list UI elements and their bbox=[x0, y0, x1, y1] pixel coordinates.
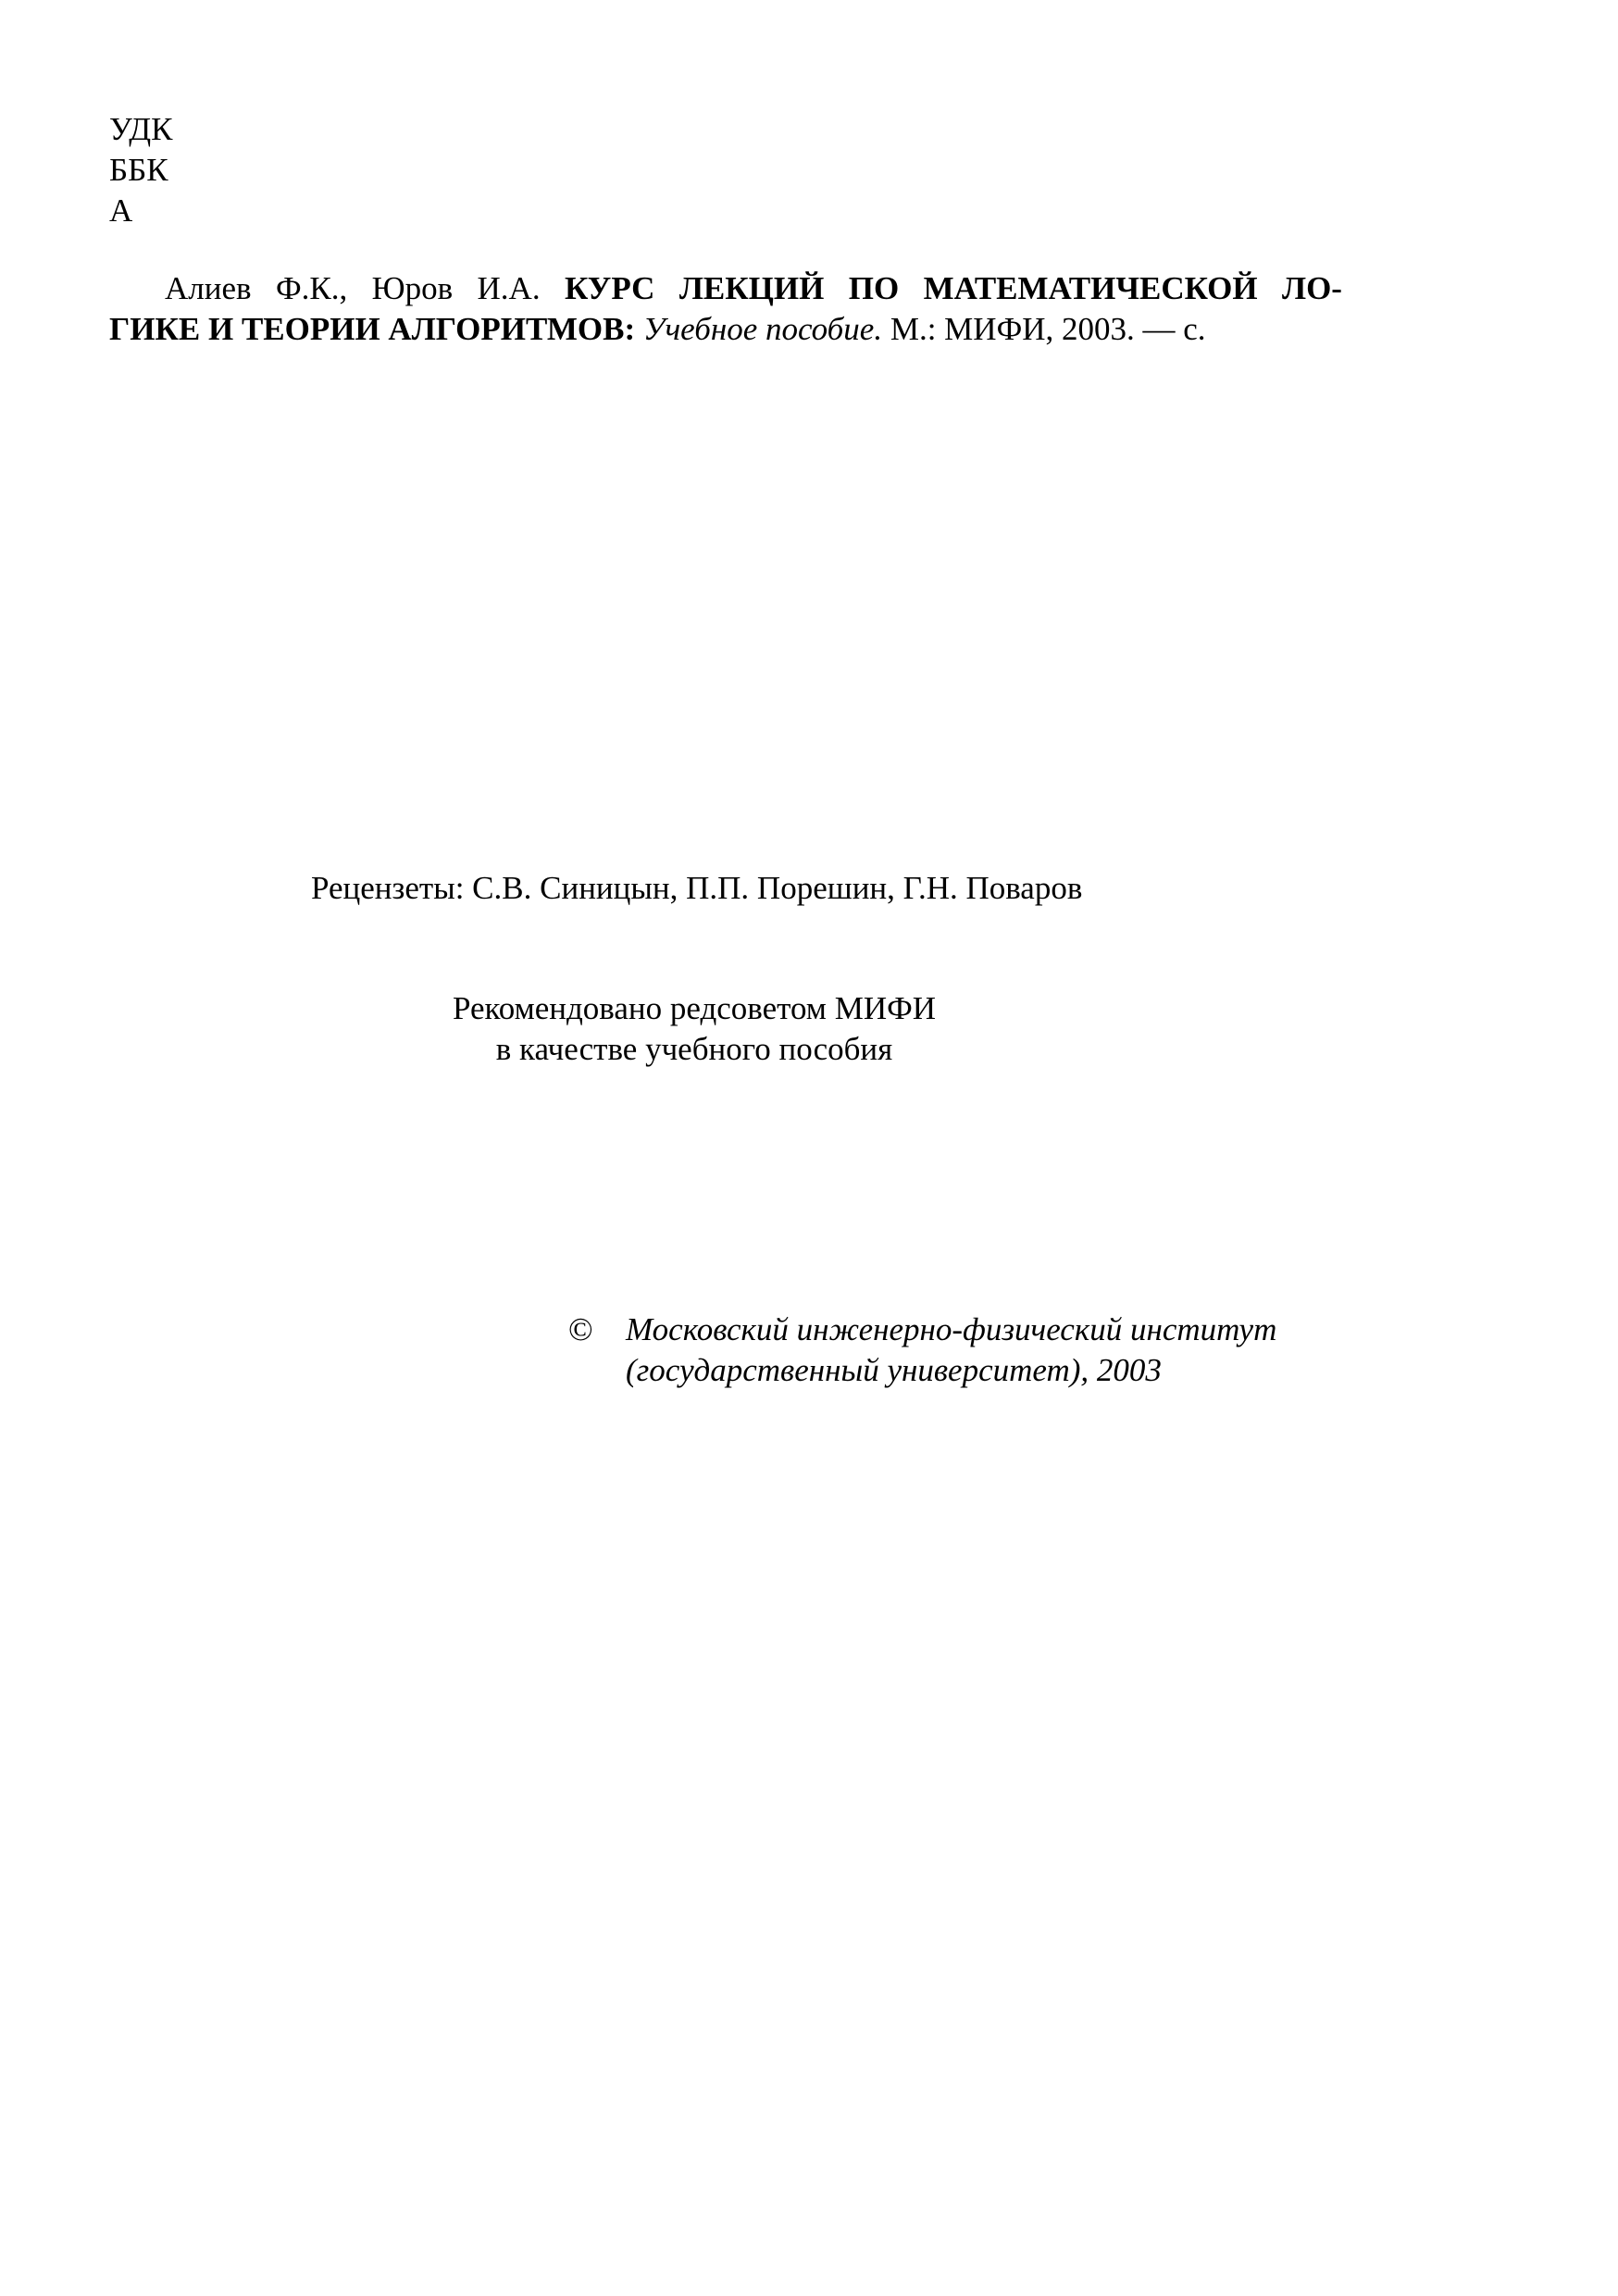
classification-block bbox=[109, 109, 172, 231]
copyright-icon: © bbox=[568, 1311, 593, 1347]
book-title-continuation: ГИКЕ И ТЕОРИИ АЛГОРИТМОВ: bbox=[109, 311, 636, 347]
author-initials-2: И.А. bbox=[477, 270, 541, 306]
copyright-line-1: Московский инженерно-физический институт bbox=[626, 1311, 1277, 1347]
bibliographic-line-1 bbox=[109, 268, 1342, 309]
book-title-word: КУРС bbox=[564, 270, 655, 306]
copyright-line-2: (государственный университет), 2003 bbox=[626, 1352, 1162, 1388]
bbk-label: ББК bbox=[109, 152, 168, 188]
author-surname-1: Алиев bbox=[165, 270, 252, 306]
imprint: М.: МИФИ, 2003. — с. bbox=[890, 311, 1206, 347]
reviewers-line: Рецензеты: С.В. Синицын, П.П. Порешин, Г.Н. Поваров bbox=[311, 870, 1083, 906]
recommendation-line-2: в качестве учебного пособия bbox=[495, 1031, 893, 1067]
recommendation-block bbox=[370, 988, 1018, 1070]
recommendation-line-1: Рекомендовано редсоветом МИФИ bbox=[452, 990, 937, 1026]
book-title-word: ЛЕКЦИЙ bbox=[678, 270, 825, 306]
bibliographic-line-2 bbox=[109, 309, 1342, 350]
bibliographic-record bbox=[109, 268, 1342, 350]
copyright-text bbox=[626, 1309, 1276, 1391]
book-title-word: ЛО- bbox=[1282, 270, 1342, 306]
book-title-word: ПО bbox=[848, 270, 900, 306]
author-surname-2: Юров bbox=[371, 270, 454, 306]
udk-label: УДК bbox=[109, 111, 173, 147]
author-initials-1: Ф.К., bbox=[275, 270, 348, 306]
document-type: Учебное пособие. bbox=[642, 311, 883, 347]
author-mark: А bbox=[109, 192, 133, 229]
book-title-word: МАТЕМАТИЧЕСКОЙ bbox=[923, 270, 1258, 306]
